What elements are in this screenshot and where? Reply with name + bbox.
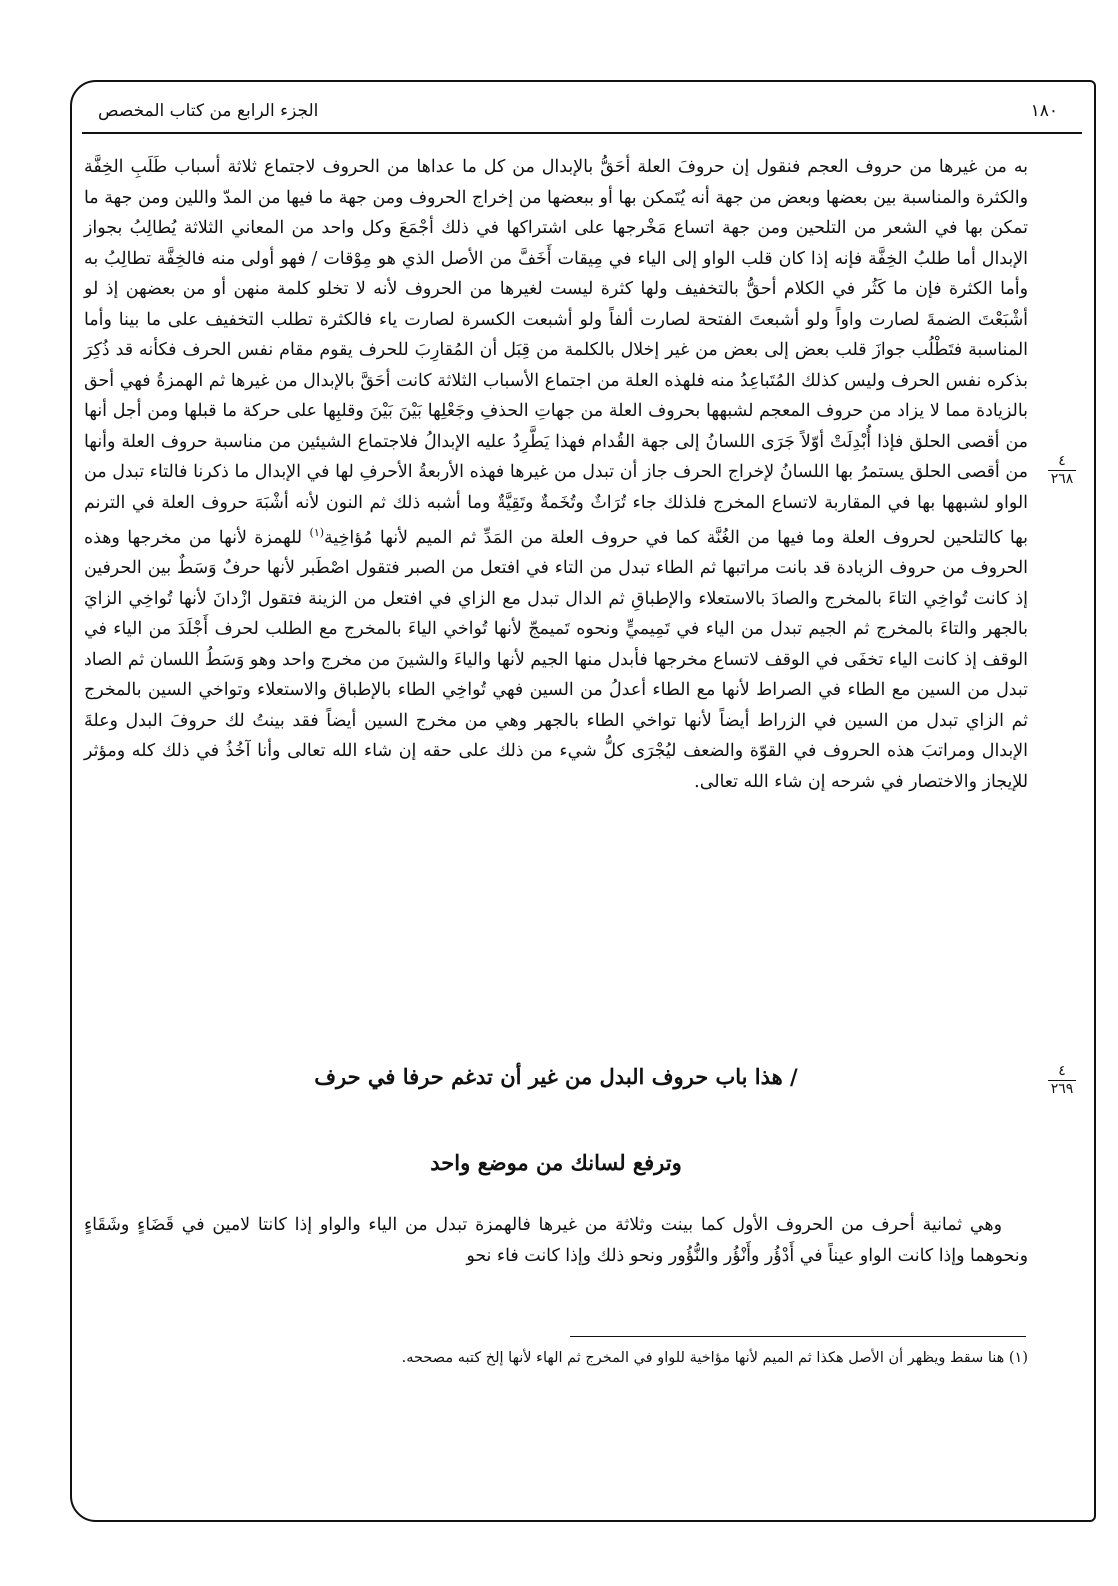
footnote: (١) هنا سقط ويظهر أن الأصل هكذا ثم الميم لأنها مؤاخية للواو في المخرج ثم الهاء لأنها إلخ كتبه مصححه. [401,1350,1028,1366]
margin-ref-volume: ٤ [1058,453,1066,469]
margin-ref-volume: ٤ [1058,1063,1066,1079]
page-number: ١٨٠ [1030,101,1058,121]
section-paragraph: وهي ثمانية أحرف من الحروف الأول كما بينت وثلاثة من غيرها فالهمزة تبدل من الياء والواو إذا كانتا لامين في قَضَاءٍ وشَقَاءٍ ونحوهما وإذا كانت الواو عيناً في أَدْؤُر وأَنْؤُر والنُّؤُور ونحو ذلك وإذا كانت فاء نحو [84,1215,1028,1266]
header-rule [82,132,1082,134]
page-header [98,94,1058,128]
footnote-marker: (١) [309,526,325,539]
margin-ref-page: ٢٦٩ [1050,1081,1074,1097]
main-text-block [84,152,1028,797]
section-text-block [84,1210,1028,1271]
margin-ref-269 [1042,1064,1082,1097]
margin-ref-268 [1042,454,1082,487]
running-title: الجزء الرابع من كتاب المخصص [98,101,319,121]
footnote-rule [570,1336,1026,1337]
margin-ref-page: ٢٦٨ [1050,471,1074,487]
section-title-line-2: وترفع لسانك من موضع واحد [430,1150,682,1175]
main-text: به من غيرها من حروف العجم فنقول إن حروفَ العلة أحَقُّ بالإبدال من كل ما عداها من الحروف لاجتماع ثلاثة أسباب طَلَبِ الخِفَّة والكثرة والمناسبة بين بعضها وبعض من جهة أنه يُتَمكن بها أو ببعضها من إخراج الحروف ومن جهة ما فيها من المدّ واللين ومن جهة ما تمكن بها في الشعر من التلحين ومن جهة اتساع مَخْرجها على اشتراكها في ذلك أجْمَعَ وكل واحد من المعاني الثلاثة يُطالِبُ بجواز الإبدال أما طلبُ الخِفَّة فإنه إذا كان قلب الواو إلى الياء في مِيقات أَخَفَّ من الأصل الذي هو مِوْقات / فهو أولى منه فالخِفَّة تطالِبُ به وأما الكثرة فإن ما كَثُر في الكلام أحقُّ بالتخفيف ولها كثرة ليست لغيرها من الحروف لأنه لا تخلو كلمة منهن أو من بعضهن إذ لو أشْبَعْتَ الضمةَ لصارت واواً ولو أشبعتَ الفتحة لصارت ألفاً ولو أشبعت الكسرة لصارت ياء فالكثرة تطلب التخفيف على ما بينا وأما المناسبة فتَطْلُب جوازَ قلب بعض إلى بعض من غير إخلال بالكلمة من قِبَل أن المُقارِبَ للحرف يقوم مقام نفس الحرف فكأنه قد ذُكِرَ بذكره نفس الحرف وليس كذلك المُتَباعِدُ منه فلهذه العلة من اجتماع الأسباب الثلاثة كانت أحَقَّ بالإبدال من غيرها ثم الهمزةُ فهي أحق بالزيادة مما لا يزاد من حروف المعجم لشبهها بحروف العلة من جهاتِ الحذفِ وجَعْلِها بَيْنَ بَيْنَ وقلبِها على حركة ما قبلها ومن أجل أنها من أقصى الحلق فإذا أُبْدِلَتْ أوّلاً جَرَى اللسانُ إلى جهة القُدام فهذا يَطَّرِدُ عليه الإبدالُ فلاجتماع الشيئين من مناسبة حروف العلة وأنها من أقصى الحلق يستمرُ بها اللسانُ لإخراج الحرف جاز أن تبدل من غيرها فهذه الأربعةُ الأحرفِ لها في الإبدال ما ذكرنا فالتاء تبدل من الواو لشبهها بها في المقاربة لاتساع المخرج فلذلك جاء تُرَاثٌ وتُخَمةٌ وتَقِيَّةٌ وما أشبه ذلك ثم النون لأنه أشْبَهَ حروف العلة في الترنم بها كالتلحين لحروف العلة وما فيها من الغُنَّة كما في حروف العلة من المَدِّ ثم الميم لأنها مُؤاخِية [84,157,1029,548]
main-text-continued: للهمزة لأنها من مخرجها وهذه الحروف من حروف الزيادة قد بانت مراتبها ثم الطاء تبدل من التاء في افتعل من الصبر فتقول اصْطَبر لأنها حرفٌ وَسَطٌ بين الحرفين إذ كانت تُواخِي التاءَ بالمخرج والصادَ بالاستعلاء والإطباقِ ثم الدال تبدل مع الزاي في افتعل من الزينة فتقول ازْدانَ لأنها تُواخِي الزايَ بالجهر والتاءَ بالمخرج ثم الجيم تبدل من الياء في تَمِيميٍّ ونحوه تَميمجّ لأنها تُواخي الياءَ بالمخرج مع الطلب لحرف أَجْلَدَ من الياء في الوقف إذ كانت الياء تخفَى في الوقف لاتساع مخرجها فأبدل منها الجيم لأنها والياءَ والشينَ من مخرج واحد وهو وَسَطُ اللسان ثم الصاد تبدل من السين مع الطاء في الصراط لأنها مع الطاء أعدلُ من السين فهي تُواخِي الطاء بالإطباق والاستعلاء وتواخي السين بالمخرج ثم الزاي تبدل من السين في الزراط أيضاً لأنها تواخي الطاء بالجهر وهي من مخرج السين أيضاً فقد بينتُ لك حروفَ البدل وعلةَ الإبدال ومراتبَ هذه الحروف في القوّة والضعف ليُجْرَى كلُّ شيء من ذلك على حقه إن شاء الله تعالى وأنا آخُذُ في ذلك كله ومؤثر للإيجاز والاختصار في شرحه إن شاء الله تعالى. [84,527,1028,792]
section-title-line-1: / هذا باب حروف البدل من غير أن تدغم حرفا في حرف [314,1064,798,1089]
main-paragraph [84,152,1028,797]
